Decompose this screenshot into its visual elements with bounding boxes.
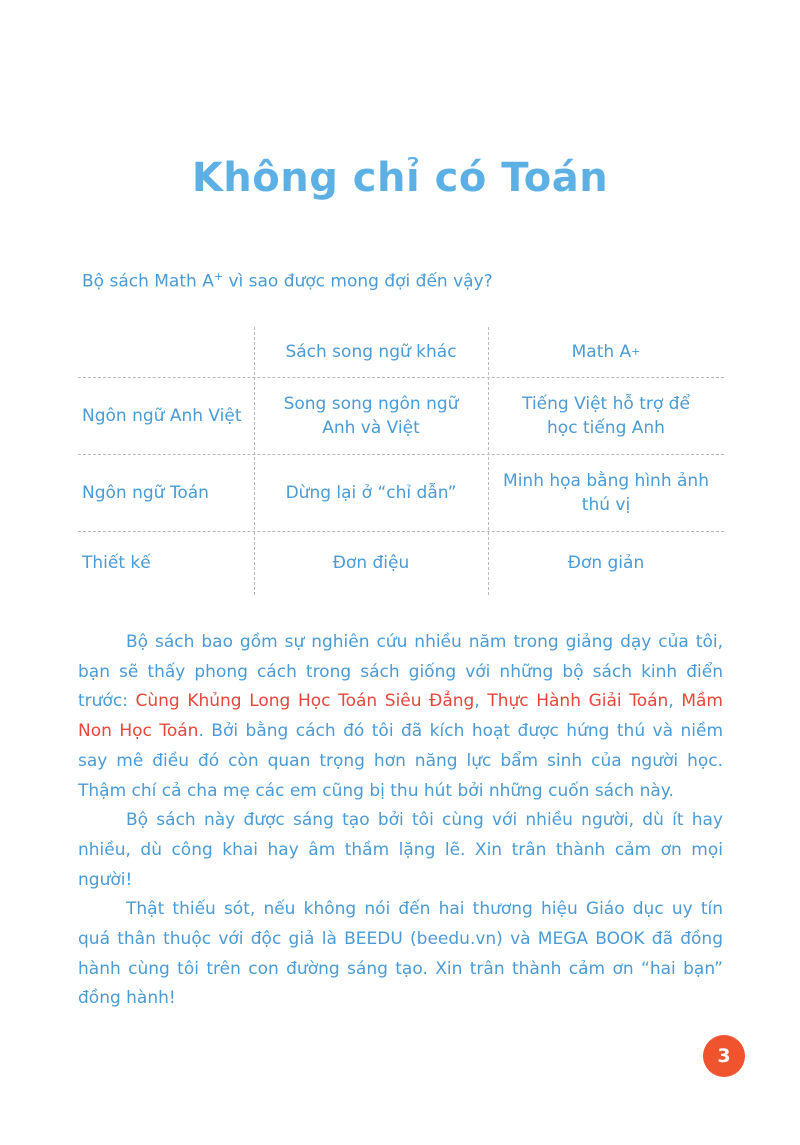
book-title: Mầm Non Học Toán	[78, 691, 723, 742]
cell-line: Anh và Việt	[322, 417, 420, 438]
cell-line: học tiếng Anh	[547, 417, 665, 438]
book-title: Thực Hành Giải Toán	[487, 691, 669, 712]
table-header-matha	[488, 327, 724, 377]
body-text	[78, 628, 723, 1014]
paragraph-1	[78, 628, 723, 806]
cell-line: Minh họa bằng hình ảnh	[503, 470, 709, 491]
table-header-other-books: Sách song ngữ khác	[285, 342, 457, 362]
paragraph-text: Bộ sách bao gồm sự nghiên cứu nhiều năm trong giảng dạy của tôi, bạn sẽ thấy phong cách trong sách giống với những bộ sách kinh điển trước:	[78, 632, 723, 712]
table-cell-other: Dừng lại ở “chỉ dẫn”	[285, 482, 457, 503]
separator: ,	[474, 691, 488, 712]
table-cell-other	[254, 377, 488, 454]
question-sup: +	[213, 270, 224, 283]
table-header-matha-text: Math A	[571, 342, 632, 362]
comparison-table	[78, 327, 724, 595]
table-cell-other: Đơn điệu	[332, 553, 410, 573]
page-number-badge: 3	[703, 1035, 745, 1077]
table-cell-matha	[488, 454, 724, 531]
table-row-label: Thiết kế	[82, 553, 151, 573]
cell-line: Song song ngôn ngữ	[283, 393, 459, 414]
table-header-matha-sup: +	[631, 345, 641, 358]
separator: ,	[668, 691, 682, 712]
paragraph-3: Thật thiếu sót, nếu không nói đến hai thương hiệu Giáo dục uy tín quá thân thuộc với độc giả là BEEDU (beedu.vn) và MEGA BOOK đã đồng hành cùng tôi trên con đường sáng tạo. Xin trân thành cảm ơn “hai bạn” đồng hành!	[78, 899, 723, 1009]
table-row-label: Ngôn ngữ Anh Việt	[82, 405, 242, 426]
paragraph-text: . Bởi bằng cách đó tôi đã kích hoạt được hứng thú và niềm say mê điều đó còn quan trọng hơn năng lực bẩm sinh của người học. Thậm chí cả cha mẹ các em cũng bị thu hút bởi những cuốn sách này.	[78, 721, 724, 801]
book-title: Cùng Khủng Long Học Toán Siêu Đẳng	[135, 691, 475, 712]
table-question	[82, 270, 493, 292]
question-suffix: vì sao được mong đợi đến vậy?	[223, 271, 493, 292]
table-cell-matha	[488, 377, 724, 454]
cell-line: thú vị	[581, 494, 631, 515]
page-title: Không chỉ có Toán	[191, 155, 609, 201]
table-cell-matha: Đơn giản	[567, 553, 645, 573]
question-prefix: Bộ sách Math A	[82, 271, 214, 292]
table-row-label: Ngôn ngữ Toán	[82, 482, 209, 503]
cell-line: Tiếng Việt hỗ trợ để	[522, 393, 690, 414]
paragraph-2: Bộ sách này được sáng tạo bởi tôi cùng với nhiều người, dù ít hay nhiều, dù công khai hay âm thầm lặng lẽ. Xin trân thành cảm ơn mọi người!	[78, 810, 723, 890]
